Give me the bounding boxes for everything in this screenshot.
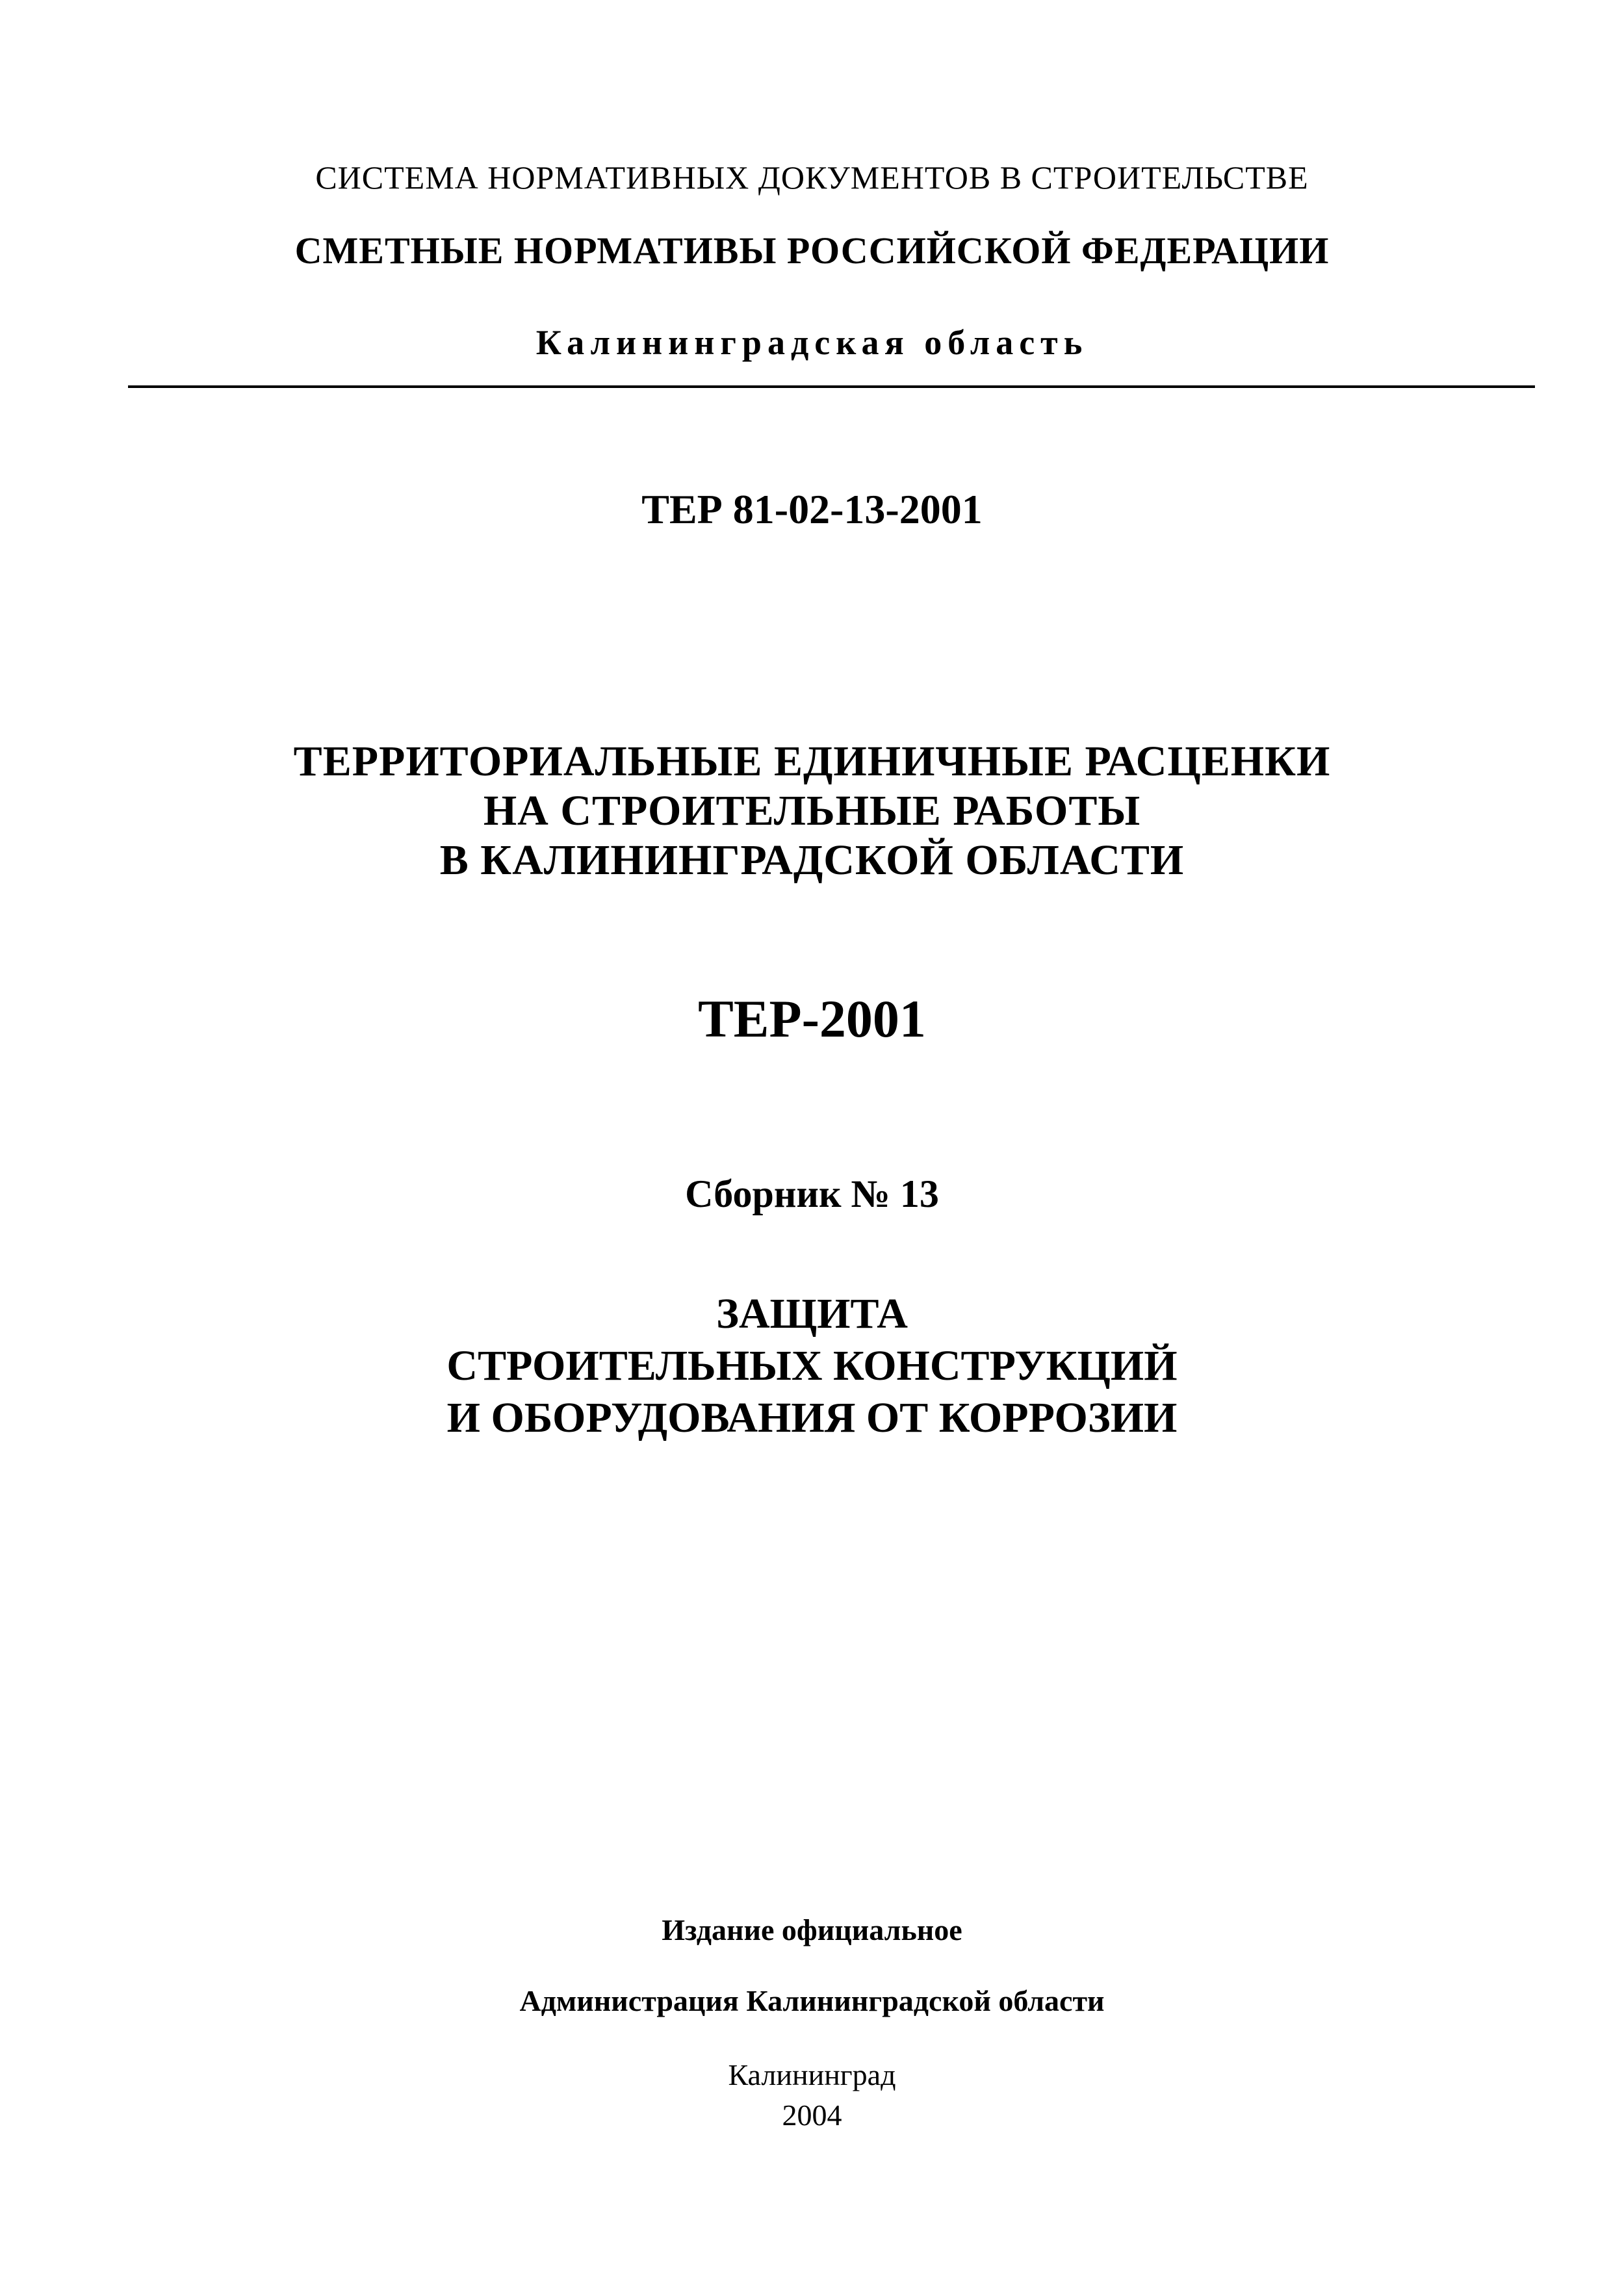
collection-number: Сборник № 13 [685,1172,939,1215]
publisher-name: Администрация Калининградской области [519,1984,1105,2017]
document-system-heading: СИСТЕМА НОРМАТИВНЫХ ДОКУМЕНТОВ В СТРОИТЕЛЬСТВЕ [315,159,1309,196]
document-title-line: ТЕРРИТОРИАЛЬНЫЕ ЕДИНИЧНЫЕ РАСЦЕНКИ [293,738,1331,785]
document-title [0,737,1624,885]
document-title-line: В КАЛИНИНГРАДСКОЙ ОБЛАСТИ [439,836,1185,884]
document-title-line: НА СТРОИТЕЛЬНЫЕ РАБОТЫ [483,787,1141,834]
header-divider [128,385,1535,388]
norms-heading: СМЕТНЫЕ НОРМАТИВЫ РОССИЙСКОЙ ФЕДЕРАЦИИ [294,229,1330,272]
document-short-name: ТЕР-2001 [698,989,926,1048]
collection-subject-line: СТРОИТЕЛЬНЫХ КОНСТРУКЦИЙ [446,1342,1178,1389]
publication-year: 2004 [782,2099,842,2132]
publication-city: Калининград [728,2058,896,2091]
collection-subject-line: ЗАЩИТА [716,1290,908,1337]
region-heading: Калининградская область [535,323,1089,362]
document-code: ТЕР 81-02-13-2001 [641,486,983,532]
edition-label: Издание официальное [662,1913,962,1946]
collection-subject [0,1288,1624,1444]
collection-subject-line: И ОБОРУДОВАНИЯ ОТ КОРРОЗИИ [446,1394,1178,1441]
